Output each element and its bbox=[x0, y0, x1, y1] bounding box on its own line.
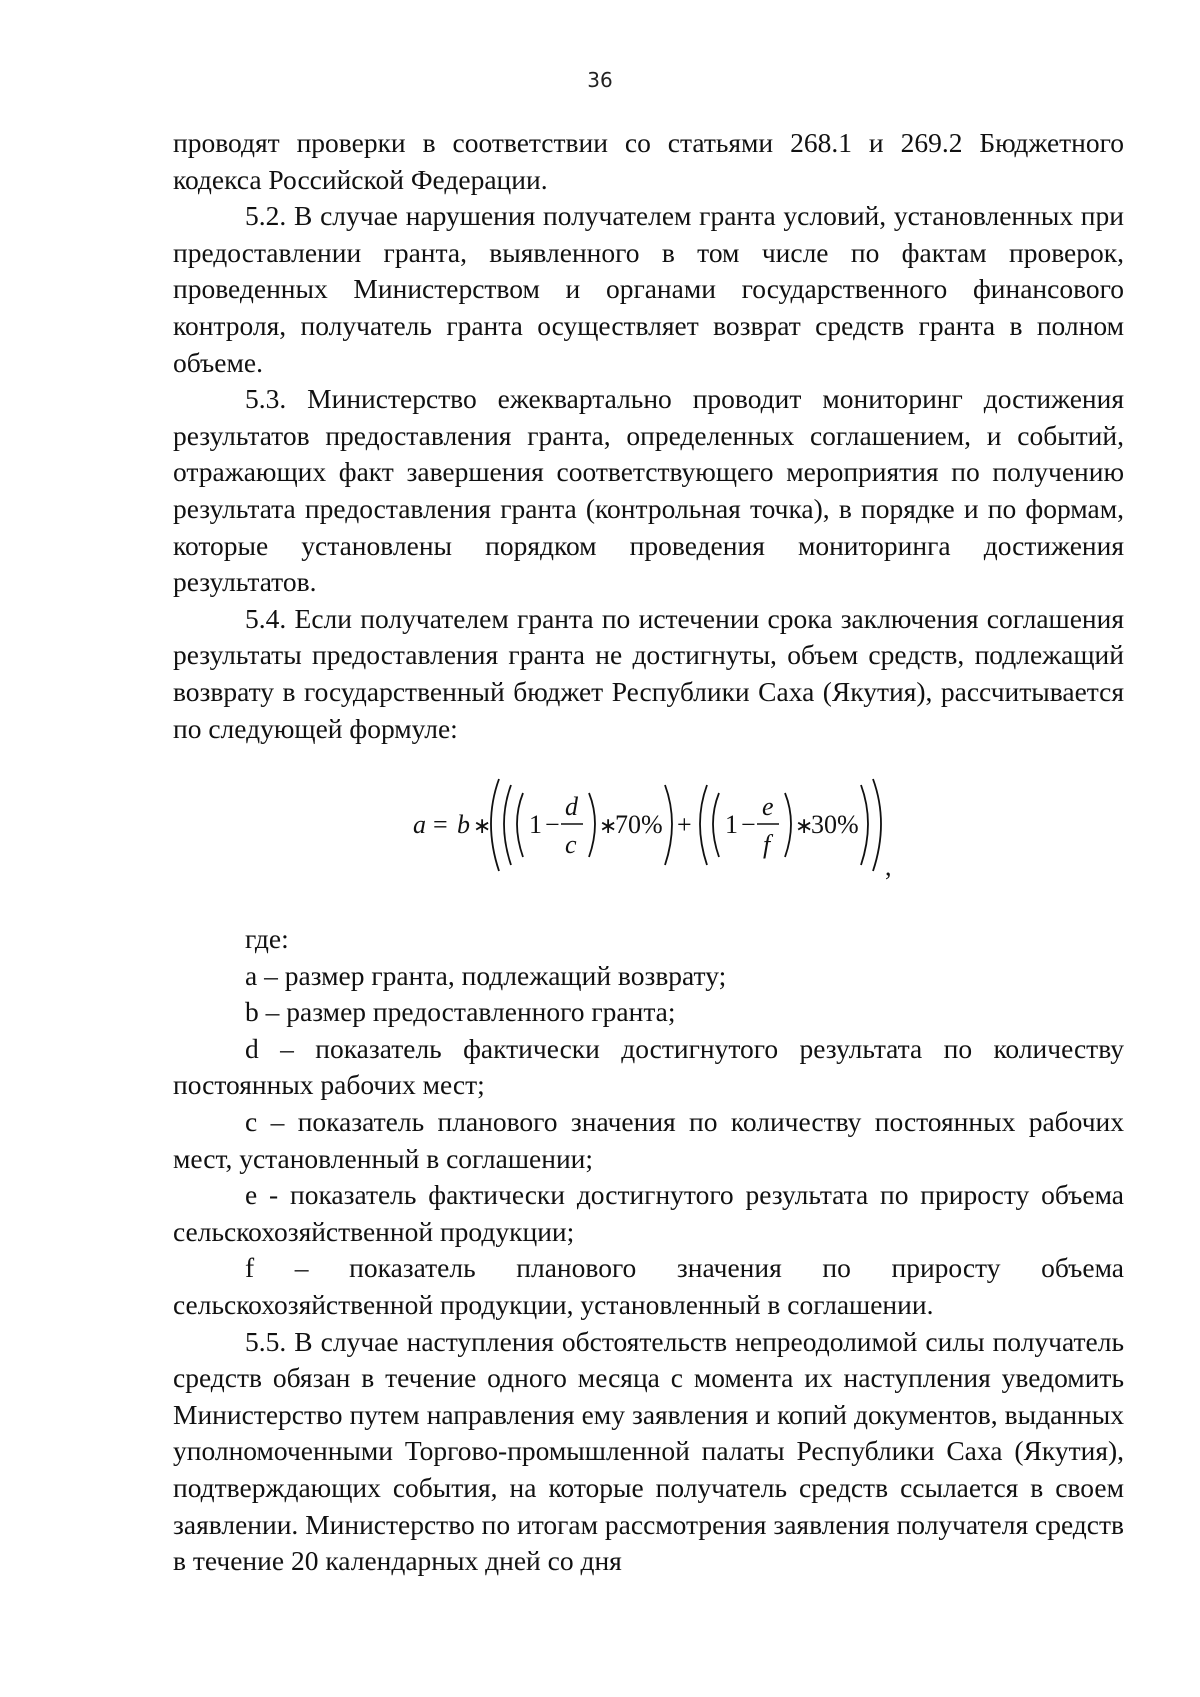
paragraph-5-2: 5.2. В случае нарушения получателем гранта условий, установленных при предоставлении гранта, выявленного в том числе по фактам проверок, проведенных Министерством и органами государственного финансового контроля, получатель гранта осуществляет возврат средств гранта в полном объеме. bbox=[173, 200, 1124, 378]
group2-paren-right bbox=[861, 785, 868, 865]
formula-equals: = bbox=[433, 810, 448, 840]
formula-multiply-3: ∗ bbox=[795, 814, 814, 840]
formula-block bbox=[173, 771, 1124, 893]
paragraph-5-5: 5.5. В случае наступления обстоятельств непреодолимой силы получатель средств обязан в течение одного месяца с момента их наступления уведомить Министерство путем направления ему заявления и копий документов, выданных уполномоченными Торгово-промышленной палаты Республики Саха (Якутия), подтверждающих события, на которые получатель средств ссылается в своем заявлении. Министерство по итогам рассмотрения заявления получателя средств в течение 20 календарных дней со дня bbox=[173, 1325, 1124, 1577]
definition-f: f – показатель планового значения по приросту объема сельскохозяйственной продукции, установленный в соглашении. bbox=[173, 1252, 1124, 1321]
definition-e: e - показатель фактически достигнутого результата по приросту объема сельскохозяйственной продукции; bbox=[173, 1179, 1124, 1247]
outer-paren-left bbox=[491, 779, 499, 871]
formula-minus-1: − bbox=[545, 810, 560, 840]
paragraph-5-3: 5.3. Министерство ежеквартально проводит мониторинг достижения результатов предоставления гранта, определенных соглашением, и событий, отражающих факт завершения соответствующего мероприятия по получению результата предоставления гранта (контрольная точка), в порядке и по формам, которые установлены порядком проведения мониторинга достижения результатов. bbox=[173, 383, 1124, 598]
paragraph-5-4: 5.4. Если получателем гранта по истечении срока заключения соглашения результаты предоставления гранта не достигнуты, объем средств, подлежащий возврату в государственный бюджет Республики Саха (Якутия), рассчитывается по следующей формуле: bbox=[173, 602, 1124, 744]
formula-multiply-2: ∗ bbox=[599, 814, 618, 840]
formula-minus-2: − bbox=[741, 810, 756, 840]
outer-paren-right bbox=[873, 779, 881, 871]
inner2-paren-right bbox=[785, 793, 791, 857]
definition-a: a – размер гранта, подлежащий возврату; bbox=[245, 959, 727, 991]
document-body bbox=[173, 125, 1124, 1580]
where-label: где: bbox=[245, 923, 289, 955]
formula-percent-30: 30% bbox=[811, 810, 859, 840]
definition-b: b – размер предоставленного гранта; bbox=[245, 996, 676, 1028]
formula-var-a: a bbox=[413, 810, 426, 840]
refund-formula bbox=[413, 771, 953, 881]
formula-one-1: 1 bbox=[529, 810, 542, 840]
definition-d: d – показатель фактически достигнутого результата по количеству постоянных рабочих мест; bbox=[173, 1032, 1124, 1101]
inner2-paren-left bbox=[713, 793, 719, 857]
formula-percent-70: 70% bbox=[615, 810, 663, 840]
formula-plus: + bbox=[677, 810, 692, 840]
inner1-paren-left bbox=[517, 793, 523, 857]
page-number: 36 bbox=[587, 68, 613, 92]
group1-paren-left bbox=[504, 785, 511, 865]
formula-multiply-1: ∗ bbox=[473, 814, 492, 840]
formula-var-d: d bbox=[565, 792, 578, 822]
formula-var-e: e bbox=[762, 792, 774, 822]
paragraph-intro: проводят проверки в соответствии со статьями 268.1 и 269.2 Бюджетного кодекса Российской Федерации. bbox=[173, 127, 1124, 195]
group2-paren-left bbox=[700, 785, 707, 865]
formula-one-2: 1 bbox=[725, 810, 738, 840]
inner1-paren-right bbox=[589, 793, 595, 857]
formula-var-f: f bbox=[763, 830, 771, 860]
formula-comma: , bbox=[885, 852, 892, 882]
group1-paren-right bbox=[665, 785, 672, 865]
definition-c: c – показатель планового значения по количеству постоянных рабочих мест, установленный в соглашении; bbox=[173, 1106, 1124, 1174]
formula-var-b: b bbox=[457, 810, 470, 840]
formula-var-c: c bbox=[565, 830, 577, 860]
